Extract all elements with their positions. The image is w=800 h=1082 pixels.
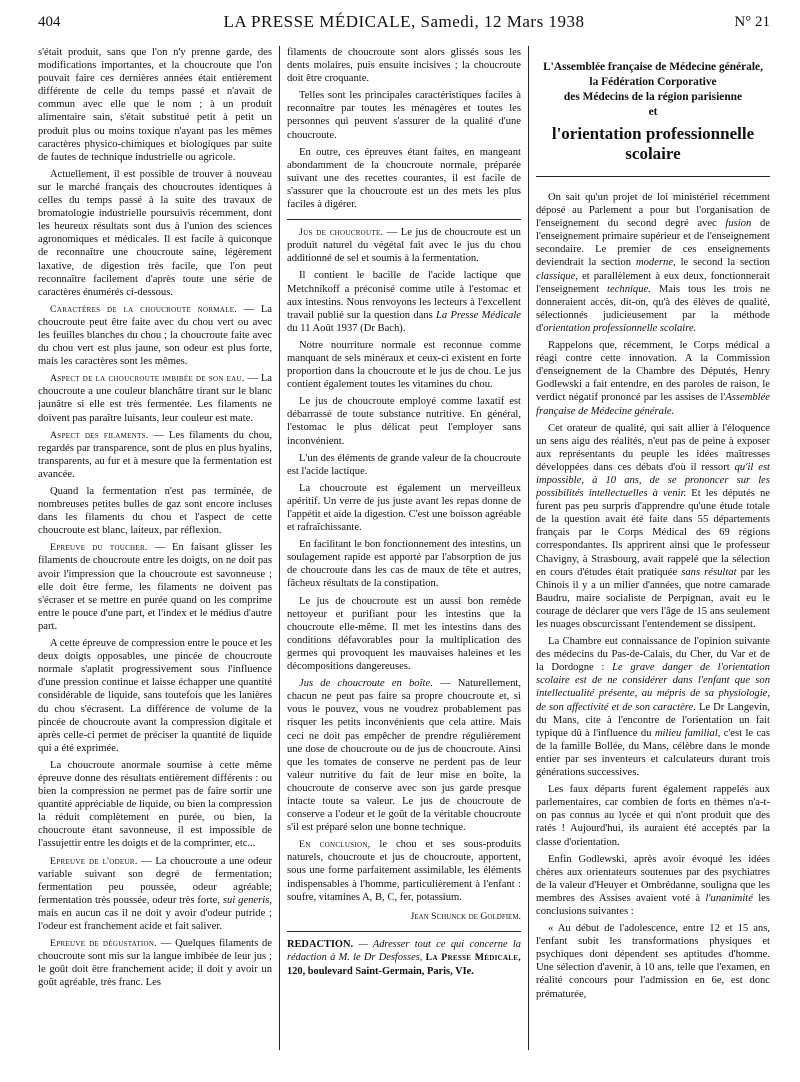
paragraph-text: mais en aucun cas il ne doit y avoir d'odeur putride ; l'odeur est franchement acide et fait saliver.	[38, 907, 272, 932]
paragraph	[287, 677, 521, 834]
page-header	[38, 12, 770, 34]
paragraph-text: — Naturellement, chacun ne peut pas faire sa propre choucroute et, si vous le pouvez, vous ne voudrez probablement pas risquer les petits inconvénients que cela attire. Mais ceci ne doit pas empêcher de prendre régulièrement une dose de choucroute ou de jus de choucroute. Ainsi que les tomates de conserve ne perdent pas de leur valeur nutritive du fait de leur mise en boîte, la choucroute de conserve avec son jus garde presque intacte toute sa valeur. Le jus de choucroute de conserve a l'odeur et le goût de la véritable choucroute s'il est préparé selon une bonne technique.	[287, 678, 521, 834]
paragraph-text: Il contient le bacille de l'acide lactique que Metchnikoff a préconisé comme utile à l'estomac et aux intestins. Nous renvoyons les lecteurs à l'excellent travail publié sur la question dans	[287, 270, 521, 321]
section-heading: Aspect des filaments.	[50, 429, 149, 441]
paragraph	[38, 303, 272, 368]
paragraph-text: La Chambre eut connaissance de l'opinion suivante des médecins du Pas-de-Calais, du Cher, du Var et de la Dordogne :	[536, 636, 770, 674]
paragraph: En facilitant le bon fonctionnement des intestins, un soulagement rapide est apporté par l'absorption de jus de choucroute dans les cas de maux de tête et autres, fâcheux résultats de la constipation.	[287, 539, 521, 590]
paragraph-text: du 11 Août 1937 (Dr Bach).	[287, 322, 406, 334]
paragraph: En outre, ces épreuves étant faites, en mangeant abondamment de la choucroute normale, préparée suivant une des recettes courantes, il est facile de s'assurer que la choucroute est un des mets les plus faciles à digérer.	[287, 146, 521, 211]
paragraph	[38, 937, 272, 989]
paragraph-text: — En faisant glisser les filaments de choucroute entre les doigts, on ne doit pas avoir l'impression que la choucroute est savonneuse ; elle doit être ferme, les filaments ne doivent pas s'écraser et se mettre en purée quand on les comprime entre le pouce d'une part, et l'index et le médius d'autre part.	[38, 542, 272, 632]
section-heading: Caractères de la choucroute normale.	[50, 303, 238, 315]
redaction-label: REDACTION.	[287, 938, 354, 950]
paragraph-text: — La choucroute a une odeur variable suivant son degré de fermentation; fermentation peu poussée, odeur agréable; fermentation très poussée, odeur très forte,	[38, 855, 272, 906]
redaction-notice	[287, 938, 521, 979]
paragraph: Le jus de choucroute employé comme laxatif est débarrassé de toute substance nutritive. En général, l'estomac le plus délicat peut l'employer sans inconvénient.	[287, 396, 521, 447]
column-1	[38, 46, 272, 1056]
page-number: 404	[38, 14, 61, 30]
paragraph-text: — Le jus de choucroute est un produit naturel du végétal fait avec le jus du chou additionné de sel et soumis à la fermentation.	[287, 227, 521, 265]
paragraph-italic: technique.	[607, 283, 651, 295]
paragraph	[38, 855, 272, 934]
paragraph-text: — Les filaments du chou, regardés par transparence, sont de plus en plus hyalins, transparents, au fur et à mesure que la fermentation est avancée.	[38, 429, 272, 480]
paragraph-text: Et les députés ne furent pas peu surpris d'apprendre qu'une étude totale de la question avait été faite dans 55 départements français par le Corps Médical des 69 régions correspondantes. Ils apprirent ainsi que le professeur Chavigny, à Strasbourg, avait rappelé que la sélection en cours d'études était pratiquée	[536, 488, 770, 578]
paragraph-text: Cet orateur de qualité, qui sait allier à l'éloquence un sens aigu des réalités, n'eut pas de peine à exposer aux représentants du peuple les idées maîtresses développées dans ces débats d'où il ressort	[536, 422, 770, 473]
paragraph-italic: moderne,	[635, 257, 676, 269]
section-heading: Jus de choucroute.	[299, 227, 384, 239]
paragraph: Quand la fermentation n'est pas terminée, de nombreuses petites bulles de gaz sont encore incluses dans les filaments du chou et l'aspect de cette choucroute est blanc, laiteux, par réflexion.	[38, 486, 272, 537]
paragraph-text: par les Chinois il y a un milier d'années, que notre camarade Baudru, maire socialiste de Perpignan, avait eu le courage de déclarer que vers l'âge de 15 ans seulement les nuages obscurcissant l'entendement se dissipent.	[536, 566, 770, 630]
paragraph-text: de l'enseignement primaire supérieur et de l'enseignement secondaire. Le premier de ces enseignements deviendrait la section	[536, 218, 770, 269]
redaction-address: 120, boulevard Saint-Germain, Paris, VIe.	[287, 965, 474, 977]
section-heading: En conclusion,	[299, 839, 371, 851]
paragraph	[38, 429, 272, 481]
title-line: L'Assemblée française de Médecine générale,	[543, 61, 763, 73]
paragraph-italic: orientation professionnelle scolaire.	[543, 322, 697, 334]
paragraph: Telles sont les principales caractéristiques faciles à reconnaître par toutes les ménagères et toutes les personnes qui peuvent s'assurer de la qualité d'une choucroute.	[287, 90, 521, 141]
issue-number: N° 21	[734, 14, 770, 30]
paragraph-text: Enfin Godlewski, après avoir évoqué les idées chères aux orientateurs soutenues par des psychiatres de la valeur d'Heuyer et Ombrédanne, souligna que les membres des Assises avaient voté à	[536, 853, 770, 904]
paragraph-text: le chou et ses sous-produits naturels, choucroute et jus de choucroute, apportent, sous une forme parfaitement assimilable, les éléments indispensables à l'homme, particulièrement à l'enfant : soufre, vitamines A, B, C, fer, potassium.	[287, 839, 521, 903]
paragraph: filaments de choucroute sont alors glissés sous les dents molaires, puis ensuite incisives ; la choucroute doit être croquante.	[287, 47, 521, 85]
paragraph: s'était produit, sans que l'on n'y prenne garde, des modifications importantes, et la choucroute que l'on pouvait faire ces dernières années était entièrement différente de celle du temps passé et n'avait de commun avec elle que le nom ; à un produit alimentaire sain, s'était substitué petit à petit un produit plus ou moins toxique n'ayant pas les mêmes caractères physico-chimiques et biologiques par suite de fautes de technique industrielle ou agricole.	[38, 47, 272, 163]
paragraph: La choucroute est également un merveilleux apéritif. Un verre de jus juste avant les repas donne de l'appétit et aide la digestion. C'est une boisson agréable et rafraîchissante.	[287, 482, 521, 534]
paragraph: Notre nourriture normale est reconnue comme manquant de sels minéraux et ceux-ci existent en forte proportion dans la choucroute et le jus de chou. Le jus contient également toutes les vitamines du chou.	[287, 339, 521, 391]
section-heading: Aspect de la choucroute imbibée de son eau.	[50, 373, 245, 385]
redaction-text: — Adresser tout ce qui concerne la rédaction à M. le Dr Desfosses,	[287, 938, 521, 964]
paragraph-italic: qu'il est impossible, à 10 ans, de se prononcer sur les possibilités intellectuelles à venir.	[536, 461, 770, 500]
author-signature: Jean Schunck de Goldfiem.	[410, 910, 521, 922]
article-title: l'orientation professionnelle scolaire	[551, 124, 755, 163]
paragraph	[536, 339, 770, 418]
paragraph-italic: sans résultat	[681, 566, 737, 578]
paragraph: La choucroute anormale soumise à cette même épreuve donne des résultats entièrement différents : ou bien la compression ne permet pas de faire sortir une quantité appréciable de liquide, ou bien la compression la réduit complètement en purée, ou bien, la choucroute étant savonneuse, il est impossible de l'assujettir entre les doigts et de la comprimer, etc...	[38, 759, 272, 850]
paragraph	[38, 372, 272, 424]
paragraph-italic: sui generis,	[222, 894, 272, 906]
paragraph: A cette épreuve de compression entre le pouce et les deux doigts opposables, une pincée de choucroute normale s'aplatit progressivement sous l'influence d'une pression continue et laisse échapper une quantité considérable de liquide, sans toutefois que les lanières du chou s'écrasent. La différence de volume de la pincée de choucroute avant la compression digitale et après celle-ci permet de préciser la quantité de liquide qui a été exprimée.	[38, 638, 272, 754]
paragraph: « Au début de l'adolescence, entre 12 et 15 ans, l'enfant subit les transformations physiques et psychiques dont dépendent ses aptitudes d'homme. Une sélection d'avenir, à 10 ans, telle que l'examen, en réalité concours pour l'admission en 6e, est donc prématurée,	[536, 923, 770, 1000]
section-heading: Epreuve de l'odeur.	[50, 855, 138, 867]
paragraph-text: les conclusions suivantes :	[536, 892, 770, 917]
paragraph-text: — Quelques filaments de choucroute sont mis sur la langue imbibée de leur jus ; le goût doit être franchement acide; il doit y avoir un goût agréable, très franc. Les	[38, 938, 272, 989]
journal-title: LA PRESSE MÉDICALE, Samedi, 12 Mars 1938	[223, 12, 585, 31]
paragraph-italic: Le grave danger de l'orientation scolaire est de ne considérer dans l'enfant que son intellectualité présente, au mépris de sa physiologie, de son affectivité et de son caractère.	[536, 662, 770, 713]
paragraph-text: et parallèlement à eux deux, fonctionnerait l'enseignement	[536, 270, 770, 295]
section-heading: Jus de choucroute en boîte.	[299, 678, 433, 690]
paragraph: Les faux départs furent également rappelés aux parlementaires, car combien de forts en thèmes n'a-t-on pas connus au lycée et qui n'ont produit que des ratés ! Aujourd'hui, ils auraient été acceptés par la classe d'orientation.	[536, 784, 770, 848]
paragraph	[287, 838, 521, 903]
paragraph	[38, 541, 272, 633]
redaction-journal: La Presse Médicale,	[425, 952, 521, 964]
paragraph: Actuellement, il est possible de trouver à nouveau sur le marché français des choucroutes identiques à celles du temps passé à la suite des travaux de bromatologie industrielle poursuivis récemment, dont les heureux résultats sont dus à l'union des sciences agronomiques et médicales. Il est facile à quiconque de reconnaître une choucroute saine, légèrement laxative, de digestion très facile, que l'on peut reconnaître facilement d'après toute une série de caractères énumérés ci-dessous.	[38, 168, 272, 298]
paragraph: L'un des éléments de grande valeur de la choucroute est l'acide lactique.	[287, 452, 521, 477]
section-divider	[287, 931, 521, 932]
title-line: la Fédération Corporative	[589, 76, 717, 88]
paragraph: Le jus de choucroute est un aussi bon remède nettoyeur et purifiant pour les intestins que la choucroute elle-même. Il met les intestins dans des conditions défavorables pour la multiplication des germes qui provoquent les mauvaises haleines et les décompositions dangereuses.	[287, 595, 521, 673]
column-divider	[279, 46, 280, 1050]
article-title-block	[536, 46, 770, 177]
paragraph	[536, 853, 770, 918]
section-heading: Epreuve du toucher.	[50, 542, 148, 554]
paragraph-italic: milieu familial,	[654, 727, 721, 739]
section-divider	[287, 219, 521, 220]
paragraph	[287, 269, 521, 334]
paragraph-text: Mais tous les trois ne donneraient accès, dit-on, qu'à des élèves de qualité, sélectionnés judicieusement par la méthode d'	[536, 283, 770, 334]
paragraph	[536, 635, 770, 779]
paragraph	[536, 191, 770, 335]
paragraph-italic: La Presse Médicale	[436, 309, 521, 321]
paragraph-text: — La choucroute peut être faite avec du chou vert ou avec les feuilles blanches du chou ; la choucroute faite avec du chou vert est plus jaune, son odeur est plus forte, mais les caractères sont les mêmes.	[38, 303, 272, 368]
paragraph-italic: Assemblée française de Médecine générale.	[536, 392, 770, 417]
paragraph-italic: classique,	[536, 270, 579, 282]
title-line: des Médecins de la région parisienne	[563, 91, 743, 103]
paragraph	[536, 422, 770, 632]
section-heading: Epreuve de dégustation.	[50, 938, 158, 950]
column-2	[287, 46, 521, 1056]
paragraph-italic: fusion	[725, 218, 752, 230]
paragraph-text: le second la section	[680, 257, 770, 269]
paragraph-text: c'est le cas de la famille Bollée, du Mans, célèbre dans le monde entier par ses inventeurs et calculateurs durant trois générations successives.	[536, 727, 770, 779]
paragraph-italic: l'unanimité	[705, 892, 753, 904]
column-3	[536, 46, 770, 1056]
column-divider	[528, 46, 529, 1050]
paragraph-text: Le Dr Langevin, du Mans, cite à l'encontre de l'orientation un fait typique dû à l'influence du	[536, 701, 770, 739]
paragraph-text: On sait qu'un projet de loi ministériel récemment déposé au Parlement a pour but l'organisation de l'enseignement du second degré avec	[536, 192, 770, 230]
paragraph-text: Rappelons que, récemment, le Corps médical a réagi contre cette innovation. A la Commission d'enseignement de la Chambre des Députés, Henry Godlewski a fait entendre, en des paroles de raison, le verdict négatif prononcé par les assises de l'	[536, 340, 770, 404]
paragraph	[287, 226, 521, 265]
title-line: et	[648, 106, 658, 118]
paragraph-text: — La choucroute a une couleur blanchâtre tirant sur le blanc jaunâtre si elle est très fermentée. Les filaments ne doivent pas paraître luisants, leur couleur est mate.	[38, 373, 272, 424]
